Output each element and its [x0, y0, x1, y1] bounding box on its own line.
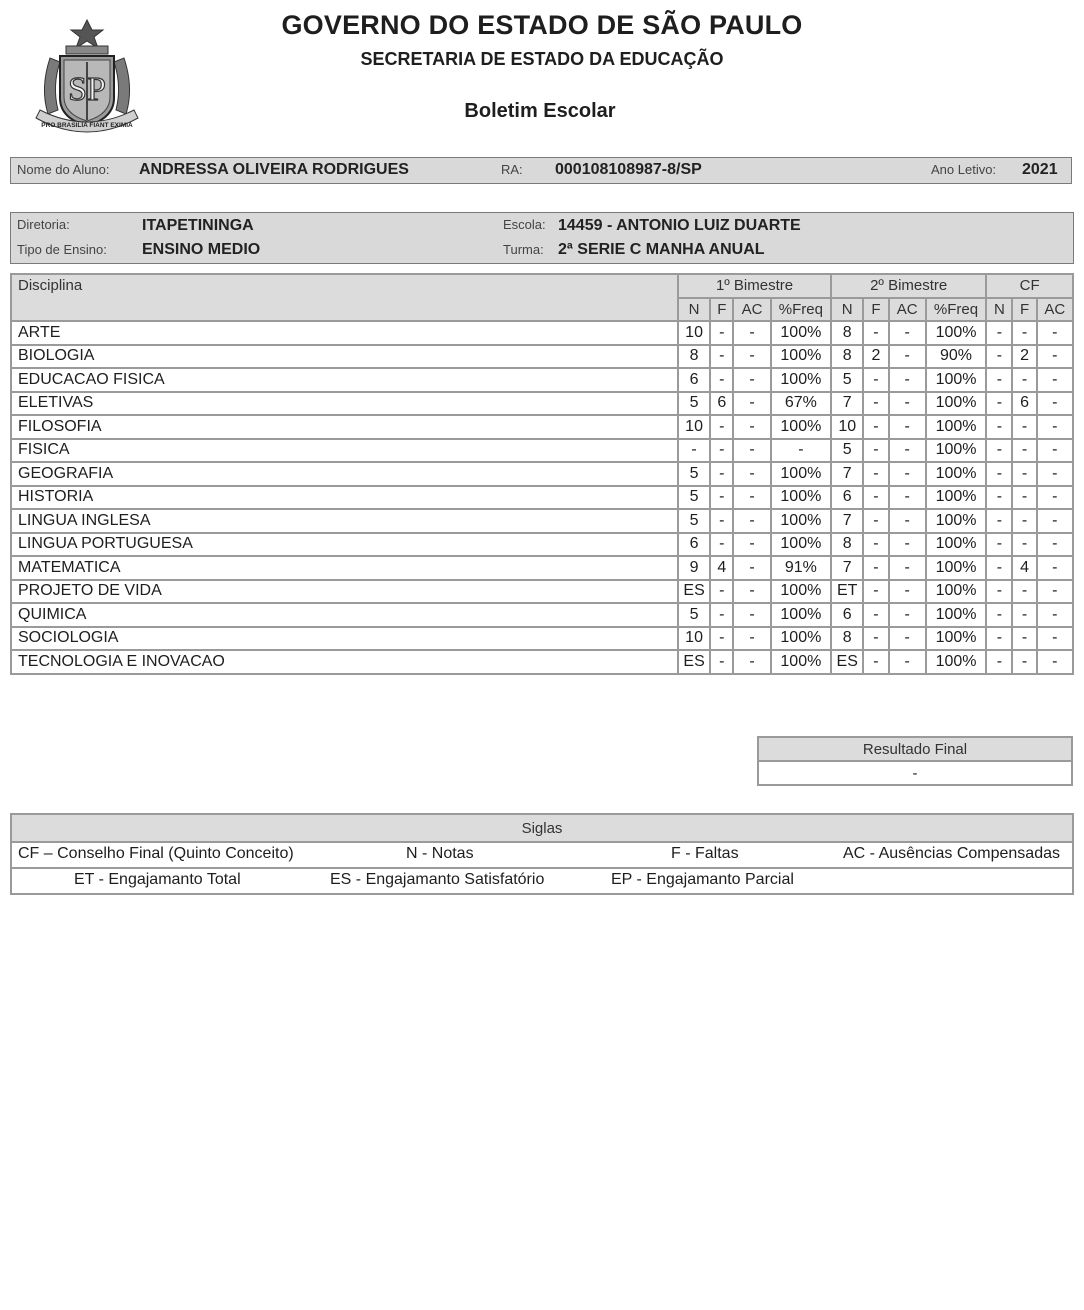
- grade-cell: -: [889, 486, 926, 510]
- directorate-value: ITAPETININGA: [142, 217, 254, 234]
- grade-cell: 5: [678, 392, 710, 416]
- grade-cell: 91%: [771, 556, 831, 580]
- grade-cell: -: [733, 533, 770, 557]
- grade-cell: 100%: [926, 650, 986, 674]
- final-council-header: CF: [986, 274, 1073, 298]
- subject-name: LINGUA PORTUGUESA: [11, 533, 678, 557]
- grade-cell: -: [863, 462, 888, 486]
- grade-cell: 10: [678, 627, 710, 651]
- grade-cell: -: [710, 580, 733, 604]
- student-info-bar: [10, 157, 1072, 184]
- grade-cell: -: [863, 439, 888, 463]
- grade-cell: 4: [1012, 556, 1036, 580]
- grade-cell: -: [986, 509, 1012, 533]
- final-result-table: [757, 736, 1073, 786]
- grade-cell: 100%: [926, 533, 986, 557]
- grade-row: [11, 486, 1073, 510]
- grade-cell: -: [1037, 556, 1073, 580]
- teaching-type-label: Tipo de Ensino:: [17, 242, 107, 257]
- grade-cell: 67%: [771, 392, 831, 416]
- grade-row: [11, 368, 1073, 392]
- ra-value: 000108108987-8/SP: [555, 161, 702, 178]
- crest-initials: SP: [68, 71, 106, 108]
- subject-name: PROJETO DE VIDA: [11, 580, 678, 604]
- grade-cell: -: [710, 345, 733, 369]
- grade-cell: -: [733, 556, 770, 580]
- subject-name: EDUCACAO FISICA: [11, 368, 678, 392]
- subject-name: QUIMICA: [11, 603, 678, 627]
- final-result-value: -: [758, 761, 1072, 785]
- grade-cell: 100%: [771, 368, 831, 392]
- grade-cell: -: [733, 415, 770, 439]
- grade-cell: -: [1012, 509, 1036, 533]
- grade-cell: 7: [831, 556, 863, 580]
- grade-cell: 8: [831, 533, 863, 557]
- grade-cell: 100%: [926, 439, 986, 463]
- grade-cell: -: [986, 627, 1012, 651]
- grade-cell: -: [889, 368, 926, 392]
- legend-item: ET - Engajamanto Total: [74, 871, 241, 888]
- sub-header-cell: %Freq: [771, 298, 831, 322]
- school-value: 14459 - ANTONIO LUIZ DUARTE: [558, 217, 801, 234]
- grade-cell: -: [733, 486, 770, 510]
- grade-row: [11, 439, 1073, 463]
- grade-cell: -: [733, 580, 770, 604]
- grade-cell: -: [863, 486, 888, 510]
- grade-cell: 2: [863, 345, 888, 369]
- grade-cell: 10: [678, 415, 710, 439]
- grade-cell: 8: [678, 345, 710, 369]
- grade-cell: -: [889, 533, 926, 557]
- legend-row-1: [11, 842, 1073, 868]
- grade-cell: -: [1037, 462, 1073, 486]
- grade-row: [11, 321, 1073, 345]
- grade-cell: -: [863, 650, 888, 674]
- grade-cell: 100%: [926, 509, 986, 533]
- grade-cell: -: [1012, 533, 1036, 557]
- grade-row: [11, 392, 1073, 416]
- sub-header-cell: AC: [733, 298, 770, 322]
- grade-cell: -: [710, 462, 733, 486]
- grade-cell: 7: [831, 392, 863, 416]
- grade-cell: -: [863, 415, 888, 439]
- sub-header-cell: N: [678, 298, 710, 322]
- grades-table: [10, 273, 1074, 675]
- grade-cell: 8: [831, 345, 863, 369]
- subject-name: SOCIOLOGIA: [11, 627, 678, 651]
- grade-cell: 10: [678, 321, 710, 345]
- grade-cell: 8: [831, 627, 863, 651]
- sub-header-cell: %Freq: [926, 298, 986, 322]
- grade-cell: 100%: [926, 462, 986, 486]
- grade-cell: 5: [678, 462, 710, 486]
- teaching-type-value: ENSINO MEDIO: [142, 241, 261, 258]
- grade-cell: 9: [678, 556, 710, 580]
- grade-cell: -: [1037, 533, 1073, 557]
- year-value: 2021: [1022, 161, 1058, 178]
- grade-cell: 7: [831, 509, 863, 533]
- grade-cell: -: [986, 439, 1012, 463]
- grade-cell: 100%: [771, 462, 831, 486]
- grade-cell: 100%: [926, 486, 986, 510]
- grade-cell: -: [1037, 627, 1073, 651]
- grade-cell: 7: [831, 462, 863, 486]
- grade-row: [11, 627, 1073, 651]
- sub-header-cell: AC: [889, 298, 926, 322]
- sub-header-cell: F: [1012, 298, 1036, 322]
- grade-cell: -: [863, 580, 888, 604]
- grade-cell: 100%: [926, 321, 986, 345]
- grade-cell: 100%: [926, 627, 986, 651]
- grade-cell: 6: [831, 603, 863, 627]
- grade-cell: 90%: [926, 345, 986, 369]
- grade-cell: 6: [710, 392, 733, 416]
- directorate-label: Diretoria:: [17, 217, 70, 232]
- legend-row-2: [11, 868, 1073, 894]
- grade-row: [11, 603, 1073, 627]
- grade-cell: -: [863, 509, 888, 533]
- grade-cell: -: [678, 439, 710, 463]
- grade-cell: 100%: [771, 345, 831, 369]
- grade-cell: ET: [831, 580, 863, 604]
- grade-cell: -: [1012, 580, 1036, 604]
- grade-cell: -: [733, 439, 770, 463]
- grade-cell: -: [986, 556, 1012, 580]
- grade-cell: 6: [678, 368, 710, 392]
- grade-cell: -: [710, 533, 733, 557]
- student-name: ANDRESSA OLIVEIRA RODRIGUES: [139, 161, 409, 178]
- grade-cell: 100%: [926, 392, 986, 416]
- student-name-label: Nome do Aluno:: [17, 162, 110, 177]
- grade-cell: -: [771, 439, 831, 463]
- grade-cell: -: [733, 368, 770, 392]
- grade-cell: -: [1037, 650, 1073, 674]
- final-result-header: Resultado Final: [758, 737, 1072, 761]
- grade-cell: 100%: [771, 603, 831, 627]
- grade-cell: -: [863, 556, 888, 580]
- grade-row: [11, 580, 1073, 604]
- grade-cell: -: [710, 321, 733, 345]
- grade-cell: 100%: [771, 415, 831, 439]
- grade-cell: ES: [831, 650, 863, 674]
- grade-cell: -: [889, 650, 926, 674]
- grade-cell: -: [986, 321, 1012, 345]
- grade-cell: -: [1037, 392, 1073, 416]
- grade-row: [11, 462, 1073, 486]
- grade-cell: 6: [831, 486, 863, 510]
- grade-cell: -: [733, 392, 770, 416]
- legend-item: N - Notas: [406, 845, 474, 862]
- grade-cell: 100%: [771, 486, 831, 510]
- grade-row: [11, 556, 1073, 580]
- grade-cell: -: [1012, 439, 1036, 463]
- sub-header-cell: N: [986, 298, 1012, 322]
- grade-cell: -: [889, 580, 926, 604]
- legend-item: EP - Engajamanto Parcial: [611, 871, 794, 888]
- legend-item: F - Faltas: [671, 845, 739, 862]
- subject-name: ELETIVAS: [11, 392, 678, 416]
- grade-cell: -: [710, 627, 733, 651]
- grade-cell: -: [1037, 580, 1073, 604]
- grade-cell: -: [710, 486, 733, 510]
- grade-cell: -: [986, 486, 1012, 510]
- grade-cell: -: [986, 580, 1012, 604]
- grade-cell: -: [733, 509, 770, 533]
- grade-cell: 6: [678, 533, 710, 557]
- grade-cell: -: [710, 650, 733, 674]
- grade-row: [11, 415, 1073, 439]
- grade-cell: ES: [678, 580, 710, 604]
- grade-cell: -: [710, 603, 733, 627]
- grade-cell: 100%: [771, 627, 831, 651]
- grade-cell: -: [889, 415, 926, 439]
- grade-cell: 100%: [771, 650, 831, 674]
- grade-cell: -: [710, 368, 733, 392]
- document-title: Boletim Escolar: [464, 100, 616, 122]
- grade-cell: -: [1012, 627, 1036, 651]
- subject-name: FILOSOFIA: [11, 415, 678, 439]
- grade-cell: -: [889, 439, 926, 463]
- grade-cell: -: [863, 321, 888, 345]
- grade-cell: -: [889, 509, 926, 533]
- grade-cell: -: [1012, 462, 1036, 486]
- sub-header-cell: AC: [1037, 298, 1073, 322]
- legend-item: CF – Conselho Final (Quinto Conceito): [18, 845, 294, 862]
- grade-cell: -: [710, 509, 733, 533]
- grade-row: [11, 533, 1073, 557]
- subject-name: BIOLOGIA: [11, 345, 678, 369]
- grade-cell: -: [863, 603, 888, 627]
- grade-cell: -: [710, 439, 733, 463]
- subject-name: HISTORIA: [11, 486, 678, 510]
- grade-cell: -: [889, 345, 926, 369]
- grade-cell: -: [889, 603, 926, 627]
- grade-cell: -: [863, 533, 888, 557]
- legend-item: ES - Engajamanto Satisfatório: [330, 871, 545, 888]
- sub-header-cell: N: [831, 298, 863, 322]
- grade-cell: 5: [831, 368, 863, 392]
- grade-cell: 100%: [926, 603, 986, 627]
- government-title: GOVERNO DO ESTADO DE SÃO PAULO: [281, 10, 803, 40]
- grade-cell: -: [1037, 486, 1073, 510]
- grade-cell: -: [889, 556, 926, 580]
- legend-item: AC - Ausências Compensadas: [843, 845, 1060, 862]
- class-label: Turma:: [503, 242, 544, 257]
- grade-cell: -: [710, 415, 733, 439]
- subject-name: MATEMATICA: [11, 556, 678, 580]
- grade-cell: -: [733, 603, 770, 627]
- subject-column-header: Disciplina: [11, 274, 678, 321]
- grade-cell: -: [1037, 345, 1073, 369]
- grade-cell: 100%: [771, 580, 831, 604]
- grade-cell: 100%: [926, 556, 986, 580]
- grade-cell: -: [889, 321, 926, 345]
- grade-cell: 5: [678, 509, 710, 533]
- bimester-1-header: 1º Bimestre: [678, 274, 831, 298]
- sub-header-cell: F: [710, 298, 733, 322]
- grade-cell: -: [863, 627, 888, 651]
- legend-header: Siglas: [11, 814, 1073, 842]
- grade-cell: 2: [1012, 345, 1036, 369]
- grade-cell: 5: [678, 603, 710, 627]
- school-info-box: [10, 212, 1074, 264]
- grade-cell: 6: [1012, 392, 1036, 416]
- grade-row: [11, 650, 1073, 674]
- grade-cell: 4: [710, 556, 733, 580]
- grade-cell: -: [863, 368, 888, 392]
- subject-name: GEOGRAFIA: [11, 462, 678, 486]
- grade-row: [11, 509, 1073, 533]
- subject-name: LINGUA INGLESA: [11, 509, 678, 533]
- crest-motto: PRO BRASILIA FIANT EXIMIA: [41, 122, 133, 129]
- grade-row: [11, 345, 1073, 369]
- grade-cell: -: [986, 603, 1012, 627]
- subject-name: FISICA: [11, 439, 678, 463]
- grade-cell: 100%: [926, 580, 986, 604]
- grade-cell: -: [889, 392, 926, 416]
- grade-cell: 5: [831, 439, 863, 463]
- grade-cell: -: [986, 345, 1012, 369]
- bimester-2-header: 2º Bimestre: [831, 274, 986, 298]
- grade-cell: -: [1037, 368, 1073, 392]
- grade-cell: -: [986, 392, 1012, 416]
- grade-cell: -: [889, 462, 926, 486]
- grade-cell: -: [1012, 486, 1036, 510]
- grade-cell: 100%: [771, 533, 831, 557]
- grade-cell: 100%: [771, 321, 831, 345]
- grade-cell: -: [733, 345, 770, 369]
- grade-cell: 10: [831, 415, 863, 439]
- grade-cell: 8: [831, 321, 863, 345]
- grade-cell: -: [1012, 603, 1036, 627]
- school-label: Escola:: [503, 217, 546, 232]
- grade-cell: -: [986, 368, 1012, 392]
- class-value: 2ª SERIE C MANHA ANUAL: [558, 241, 765, 258]
- grade-cell: -: [863, 392, 888, 416]
- subject-name: TECNOLOGIA E INOVACAO: [11, 650, 678, 674]
- grade-cell: -: [1037, 439, 1073, 463]
- grade-cell: -: [1012, 321, 1036, 345]
- grade-cell: -: [986, 533, 1012, 557]
- sub-header-cell: F: [863, 298, 888, 322]
- legend-table: [10, 813, 1074, 895]
- secretariat-subtitle: SECRETARIA DE ESTADO DA EDUCAÇÃO: [360, 49, 724, 69]
- grade-cell: -: [1037, 321, 1073, 345]
- grade-cell: 100%: [771, 509, 831, 533]
- grade-cell: -: [733, 650, 770, 674]
- grade-cell: -: [986, 415, 1012, 439]
- grade-cell: -: [1037, 509, 1073, 533]
- year-label: Ano Letivo:: [931, 162, 997, 177]
- grade-cell: 5: [678, 486, 710, 510]
- subject-name: ARTE: [11, 321, 678, 345]
- grade-cell: -: [1012, 650, 1036, 674]
- grade-cell: -: [1037, 603, 1073, 627]
- grade-cell: 100%: [926, 415, 986, 439]
- grade-cell: -: [889, 627, 926, 651]
- ra-label: RA:: [501, 162, 523, 177]
- grade-cell: -: [1012, 415, 1036, 439]
- grade-cell: ES: [678, 650, 710, 674]
- grade-cell: -: [986, 462, 1012, 486]
- grade-cell: -: [733, 321, 770, 345]
- grade-cell: -: [733, 462, 770, 486]
- grade-cell: -: [1037, 415, 1073, 439]
- grade-cell: -: [733, 627, 770, 651]
- grade-cell: -: [986, 650, 1012, 674]
- grade-cell: 100%: [926, 368, 986, 392]
- grade-cell: -: [1012, 368, 1036, 392]
